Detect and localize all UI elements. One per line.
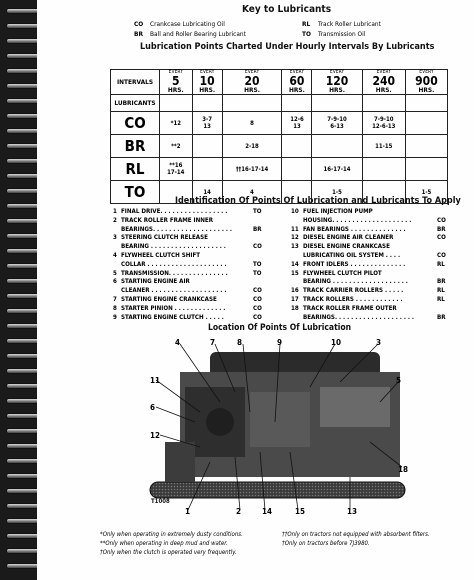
item-text: TRANSMISSION. . . . . . . . . . . . . . . — [121, 269, 228, 277]
item-number: 12 — [291, 234, 299, 242]
item-lubricant: CO — [437, 216, 446, 224]
interval-value: 5 — [172, 74, 180, 88]
hrs-label: HRS. — [244, 86, 260, 94]
key-text-rl: Track Roller Lubricant — [318, 20, 381, 28]
table-cell: 11-15 — [362, 135, 405, 158]
table-cell — [192, 135, 222, 158]
item-number: 5 — [113, 269, 117, 277]
key-title: Key to Lubricants — [242, 4, 332, 15]
item-text: BEARING . . . . . . . . . . . . . . . . . . . — [121, 243, 226, 251]
table-cell — [282, 158, 312, 181]
callout-label: 2 — [236, 507, 242, 516]
fan-housing — [320, 387, 390, 427]
spiral-binding — [0, 0, 37, 580]
table-cell: *12 — [160, 112, 193, 135]
table-header-row — [111, 70, 448, 95]
item-number: 11 — [291, 225, 299, 233]
footnote: †Only on tractors before 7J3980. — [282, 540, 370, 547]
table-cell — [312, 135, 362, 158]
table-cell — [405, 158, 447, 181]
item-number: 14 — [291, 260, 299, 268]
item-lubricant: BR — [253, 225, 262, 233]
callout-label: 13 — [347, 507, 358, 516]
item-lubricant: BR — [437, 313, 446, 321]
empty-cell — [160, 95, 193, 112]
table-row — [111, 112, 448, 135]
item-text: STARTING ENGINE CLUTCH . . . . . — [121, 313, 224, 321]
key-code-rl: RL — [302, 20, 311, 28]
callout-label: 8 — [237, 338, 243, 347]
item-number: 18 — [291, 304, 299, 312]
key-code-to: TO — [302, 30, 311, 38]
every-label: EVERY — [329, 69, 345, 75]
hrs-label: HRS. — [329, 86, 345, 94]
item-lubricant: CO — [253, 313, 262, 321]
item-number: 10 — [291, 208, 299, 215]
item-lubricant: TO — [253, 269, 262, 277]
interval-value: 120 — [325, 74, 349, 88]
callout-label: 6 — [150, 403, 156, 412]
key-code-br: BR — [134, 30, 143, 38]
item-text: FLYWHEEL CLUTCH SHIFT — [121, 252, 201, 259]
table-cell: 7-9-10 12-6-13 — [362, 112, 405, 135]
every-label: EVERY — [419, 69, 434, 75]
item-lubricant: BR — [437, 225, 446, 233]
item-lubricant: CO — [253, 296, 262, 303]
interval-header-cell — [405, 70, 447, 95]
table-cell: 1-5 — [405, 181, 447, 204]
lubricant-code: RL — [125, 160, 145, 178]
interval-header-cell — [222, 70, 282, 95]
lubricant-code: TO — [124, 183, 146, 201]
interval-header-cell — [160, 70, 193, 95]
final-drive — [165, 442, 195, 482]
key-text-co: Crankcase Lubricating Oil — [150, 20, 225, 28]
item-number: 8 — [113, 304, 117, 312]
table-cell: 3-7 13 — [192, 112, 222, 135]
track-assembly — [150, 482, 405, 498]
table-cell: 16-17-14 — [312, 158, 362, 181]
item-text: HOUSING. . . . . . . . . . . . . . . . . . . . — [303, 216, 412, 224]
item-lubricant: CO — [253, 304, 262, 312]
interval-value: 900 — [415, 74, 438, 88]
table-cell: 12-6 13 — [282, 112, 312, 135]
hrs-label: HRS. — [418, 86, 435, 94]
item-text: DIESEL ENGINE AIR CLEANER — [303, 234, 394, 242]
table-row — [111, 158, 448, 181]
item-text: FUEL INJECTION PUMP — [303, 208, 373, 215]
item-text: LUBRICATING OIL SYSTEM . . . . — [303, 252, 401, 259]
footnote: †Only when the clutch is operated very frequently. — [100, 549, 237, 556]
empty-cell — [405, 95, 447, 112]
callout-label: 7 — [210, 338, 216, 347]
item-text: COLLAR . . . . . . . . . . . . . . . . . . . . — [121, 260, 227, 268]
item-text: TRACK CARRIER ROLLERS . . . . . — [303, 287, 404, 295]
item-lubricant: CO — [437, 234, 446, 242]
item-lubricant: RL — [437, 296, 445, 303]
table-row — [111, 135, 448, 158]
item-text: STARTING ENGINE AIR — [121, 278, 190, 286]
table-cell: 8 — [222, 112, 282, 135]
item-text: STARTING ENGINE CRANKCASE — [121, 296, 217, 303]
table-cell: **16 17-14 — [160, 158, 193, 181]
callout-label: 12 — [150, 431, 161, 440]
table-cell: 4 — [222, 181, 282, 204]
table-cell — [192, 158, 222, 181]
item-number: 7 — [113, 296, 117, 303]
hrs-label: HRS. — [289, 86, 305, 94]
empty-cell — [282, 95, 312, 112]
item-lubricant: RL — [437, 260, 445, 268]
callout-label: 15 — [295, 507, 306, 516]
lubricant-cell — [111, 158, 160, 181]
table-cell: **2 — [160, 135, 193, 158]
tractor-diagram — [140, 332, 420, 522]
hrs-label: HRS. — [167, 86, 184, 94]
intervals-header: INTERVALS — [111, 70, 160, 95]
item-lubricant: TO — [253, 208, 262, 215]
lubricant-cell — [111, 135, 160, 158]
flywheel — [206, 408, 234, 436]
table-cell: 14 — [192, 181, 222, 204]
empty-cell — [222, 95, 282, 112]
every-label: EVERY — [289, 69, 305, 75]
empty-cell — [192, 95, 222, 112]
item-text: BEARING . . . . . . . . . . . . . . . . . . . — [303, 278, 408, 286]
callout-label: 9 — [277, 338, 283, 347]
callout-label: 11 — [150, 376, 161, 385]
callout-label: 18 — [398, 465, 409, 474]
table-cell — [405, 135, 447, 158]
table-cell — [282, 135, 312, 158]
interval-value: 240 — [372, 74, 395, 88]
lubricant-code: CO — [124, 114, 146, 132]
interval-value: 60 — [289, 74, 305, 88]
lubricants-header-row — [111, 95, 448, 112]
interval-header-cell — [282, 70, 312, 95]
key-text-br: Ball and Roller Bearing Lubricant — [150, 30, 246, 38]
footnote: *Only when operating in extremely dusty conditions. — [100, 531, 243, 538]
interval-value: 10 — [199, 74, 215, 88]
interval-value: 20 — [244, 74, 260, 88]
injection-pump — [250, 392, 310, 447]
lubricant-cell — [111, 181, 160, 204]
every-label: EVERY — [376, 69, 391, 75]
item-number: 15 — [291, 269, 299, 277]
item-text: FRONT IDLERS . . . . . . . . . . . . . . — [303, 260, 406, 268]
interval-header-cell — [312, 70, 362, 95]
item-text: FLYWHEEL CLUTCH PILOT — [303, 269, 382, 277]
item-text: BEARINGS. . . . . . . . . . . . . . . . . . . . — [303, 313, 415, 321]
callout-label: 3 — [376, 338, 382, 347]
item-text: FINAL DRIVE. . . . . . . . . . . . . . . . . — [121, 208, 228, 215]
item-lubricant: CO — [437, 252, 446, 259]
item-text: STEERING CLUTCH RELEASE — [121, 234, 208, 242]
figure-id: T1008 — [151, 498, 170, 505]
lubricant-code: BR — [124, 137, 146, 155]
item-number: 2 — [113, 216, 117, 224]
item-number: 17 — [291, 296, 299, 303]
diagram-title: Location Of Points Of Lubrication — [208, 323, 352, 333]
item-text: STARTER PINION . . . . . . . . . . . . . — [121, 304, 226, 312]
item-lubricant: CO — [253, 287, 262, 295]
chart-title: Lubrication Points Charted Under Hourly Intervals By Lubricants — [140, 42, 435, 52]
item-text: TRACK ROLLERS . . . . . . . . . . . . — [303, 296, 403, 303]
item-text: TRACK ROLLER FRAME INNER — [121, 216, 214, 224]
interval-header-cell — [362, 70, 405, 95]
table-cell: 2-18 — [222, 135, 282, 158]
callout-label: 1 — [185, 507, 191, 516]
item-number: 3 — [113, 234, 117, 242]
empty-cell — [312, 95, 362, 112]
callout-label: 14 — [262, 507, 273, 516]
item-lubricant: CO — [253, 243, 262, 251]
lubrication-chart-table — [110, 69, 448, 204]
item-lubricant: TO — [253, 260, 262, 268]
item-text: FAN BEARINGS . . . . . . . . . . . . . . — [303, 225, 406, 233]
item-number: 1 — [113, 208, 117, 215]
item-lubricant: BR — [437, 278, 446, 286]
every-label: EVERY — [200, 69, 215, 75]
ident-title: Identification Of Points Of Lubrication and Lubricants To Apply — [175, 196, 461, 206]
hrs-label: HRS. — [375, 86, 392, 94]
lubricant-cell — [111, 112, 160, 135]
item-text: CLEANER . . . . . . . . . . . . . . . . . . . — [121, 287, 227, 295]
key-code-co: CO — [134, 20, 144, 28]
item-lubricant: RL — [437, 287, 445, 295]
item-text: DIESEL ENGINE CRANKCASE — [303, 243, 390, 251]
footnote: **Only when operating in deep mud and water. — [100, 540, 228, 547]
empty-cell — [362, 95, 405, 112]
callout-label: 5 — [396, 376, 402, 385]
interval-header-cell — [192, 70, 222, 95]
item-number: 16 — [291, 287, 299, 295]
item-number: 6 — [113, 278, 117, 286]
table-cell: ††16-17-14 — [222, 158, 282, 181]
callout-label: 4 — [175, 338, 181, 347]
callout-label: 10 — [331, 338, 342, 347]
table-cell — [405, 112, 447, 135]
item-number: 13 — [291, 243, 299, 251]
item-text: BEARINGS. . . . . . . . . . . . . . . . . . . . — [121, 225, 233, 233]
table-cell: 1-5 — [312, 181, 362, 204]
lubricants-header: LUBRICANTS — [111, 95, 160, 112]
every-label: EVERY — [244, 69, 260, 75]
item-number: 9 — [113, 313, 117, 321]
table-cell: 7-9-10 6-13 — [312, 112, 362, 135]
key-text-to: Transmission Oil — [318, 30, 366, 38]
footnote: ††Only on tractors not equipped with absorbent filters. — [282, 531, 430, 538]
item-text: TRACK ROLLER FRAME OUTER — [303, 304, 397, 312]
item-number: 4 — [113, 252, 117, 259]
table-cell — [362, 158, 405, 181]
every-label: EVERY — [168, 69, 183, 75]
hrs-label: HRS. — [199, 86, 216, 94]
